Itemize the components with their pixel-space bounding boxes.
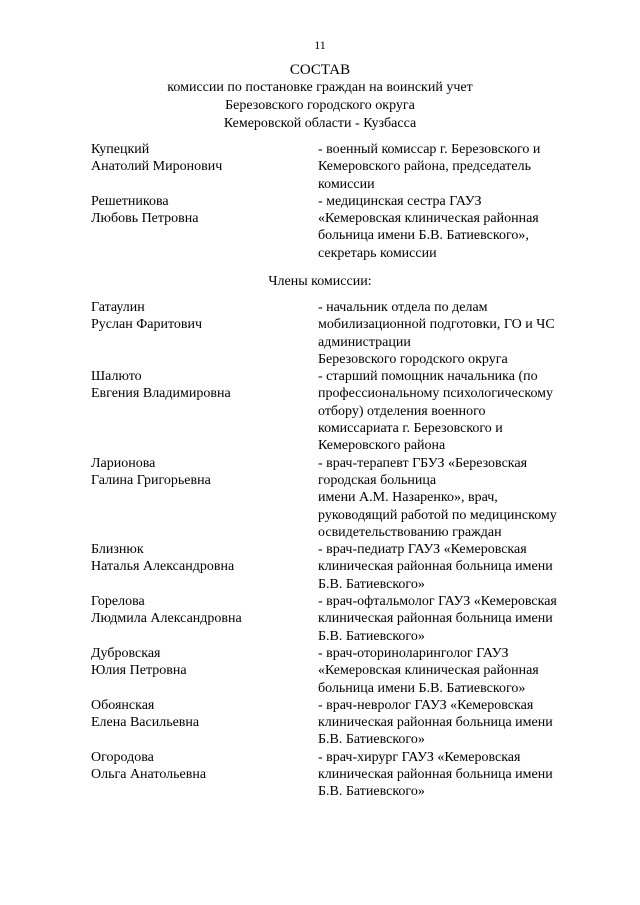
- person-role-line: освидетельствованию граждан: [318, 524, 502, 540]
- person-role-line: клиническая районная больница имени: [318, 559, 553, 575]
- person-role-line: - врач-терапевт ГБУЗ «Березовская: [318, 455, 528, 471]
- person-role-line: комиссии: [318, 176, 375, 192]
- person-role: [318, 645, 588, 697]
- members-list: [0, 299, 640, 801]
- person-role-line: Б.В. Батиевского»: [318, 784, 425, 800]
- person-role-line: администрации: [318, 334, 411, 350]
- subtitle-line-1: комиссии по постановке граждан на воинский учет: [167, 80, 473, 95]
- person-name-line: Ларионова: [91, 455, 156, 471]
- person-name-line: Евгения Владимировна: [91, 386, 231, 402]
- person-role: [318, 541, 588, 593]
- person-role-line: - врач-хирург ГАУЗ «Кемеровская: [318, 749, 521, 765]
- person-name: [0, 697, 318, 749]
- person-name: [0, 299, 318, 368]
- person-name: [0, 368, 318, 454]
- member-entry: [0, 645, 640, 697]
- subtitle-line-3: Кемеровской области - Кузбасса: [223, 116, 417, 131]
- person-role-line: Б.В. Батиевского»: [318, 576, 425, 592]
- person-role-line: Б.В. Батиевского»: [318, 732, 425, 748]
- person-name-line: Решетникова: [91, 193, 169, 209]
- leadership-entry: [0, 141, 640, 193]
- person-name: [0, 455, 318, 541]
- person-name-line: Анатолий Миронович: [91, 159, 223, 175]
- person-name-line: Любовь Петровна: [91, 211, 199, 227]
- person-role-line: - медицинская сестра ГАУЗ: [318, 193, 482, 209]
- person-role-line: клиническая районная больница имени: [318, 767, 553, 783]
- member-entry: [0, 593, 640, 645]
- subtitle-line-2: Березовского городского округа: [225, 98, 415, 113]
- person-name: [0, 541, 318, 593]
- person-role: [318, 368, 588, 454]
- person-name-line: Елена Васильевна: [91, 715, 200, 731]
- person-role-line: клиническая районная больница имени: [318, 611, 553, 627]
- member-entry: [0, 541, 640, 593]
- person-role-line: мобилизационной подготовки, ГО и ЧС: [318, 317, 555, 333]
- person-name: [0, 645, 318, 697]
- document-title-block: [0, 61, 640, 133]
- person-name-line: Галина Григорьевна: [91, 472, 211, 488]
- page-number: 11: [314, 38, 326, 52]
- person-name-line: Горелова: [91, 594, 145, 610]
- member-entry: [0, 368, 640, 454]
- leadership-list: [0, 141, 640, 262]
- person-role-line: профессиональному психологическому: [318, 386, 554, 402]
- person-role: [318, 455, 588, 541]
- person-name-line: Ольга Анатольевна: [91, 767, 207, 783]
- person-role-line: клиническая районная больница имени: [318, 715, 553, 731]
- person-name-line: Дубровская: [91, 645, 161, 661]
- member-entry: [0, 749, 640, 801]
- person-name-line: Наталья Александровна: [91, 559, 235, 575]
- person-role: [318, 697, 588, 749]
- person-name-line: Людмила Александровна: [91, 611, 242, 627]
- person-role: [318, 749, 588, 801]
- person-name-line: Гатаулин: [91, 300, 145, 315]
- person-role-line: - врач-невролог ГАУЗ «Кемеровская: [318, 697, 534, 713]
- person-role-line: Березовского городского округа: [318, 351, 508, 367]
- member-entry: [0, 697, 640, 749]
- person-role-line: Кемеровского района: [318, 438, 446, 454]
- person-name: [0, 193, 318, 262]
- person-role-line: имени А.М. Назаренко», врач,: [318, 490, 498, 506]
- person-role: [318, 299, 588, 368]
- person-role-line: комиссариата г. Березовского и: [318, 421, 503, 437]
- person-name: [0, 593, 318, 645]
- person-name-line: Руслан Фаритович: [91, 317, 203, 333]
- person-name-line: Огородова: [91, 749, 154, 765]
- member-entry: [0, 299, 640, 368]
- person-role-line: секретарь комиссии: [318, 245, 437, 261]
- members-heading: Члены комиссии:: [268, 274, 372, 289]
- person-role-line: - врач-оториноларинголог ГАУЗ: [318, 645, 509, 661]
- person-role-line: больница имени Б.В. Батиевского»: [318, 680, 526, 696]
- person-role: [318, 593, 588, 645]
- person-role-line: - врач-педиатр ГАУЗ «Кемеровская: [318, 542, 527, 558]
- person-role: [318, 141, 588, 193]
- person-role-line: городская больница: [318, 472, 437, 488]
- person-name: [0, 141, 318, 193]
- person-role-line: руководящий работой по медицинскому: [318, 507, 557, 523]
- document-title: СОСТАВ: [289, 62, 351, 78]
- person-role-line: - врач-офтальмолог ГАУЗ «Кемеровская: [318, 594, 557, 610]
- person-role-line: «Кемеровская клиническая районная: [318, 211, 539, 227]
- person-role-line: Кемеровского района, председатель: [318, 159, 531, 175]
- person-name-line: Юлия Петровна: [91, 663, 187, 679]
- person-name-line: Купецкий: [91, 142, 150, 157]
- person-role-line: - военный комиссар г. Березовского и: [318, 142, 541, 157]
- person-name-line: Обоянская: [91, 697, 155, 713]
- leadership-entry: [0, 193, 640, 262]
- person-role: [318, 193, 588, 262]
- person-name: [0, 749, 318, 801]
- member-entry: [0, 455, 640, 541]
- person-role-line: отбору) отделения военного: [318, 403, 486, 419]
- person-role-line: - старший помощник начальника (по: [318, 369, 538, 385]
- person-role-line: - начальник отдела по делам: [318, 300, 488, 315]
- person-role-line: «Кемеровская клиническая районная: [318, 663, 539, 679]
- person-name-line: Близнюк: [91, 542, 144, 558]
- person-role-line: больница имени Б.В. Батиевского»,: [318, 228, 529, 244]
- person-role-line: Б.В. Батиевского»: [318, 628, 425, 644]
- person-name-line: Шалюто: [91, 369, 142, 385]
